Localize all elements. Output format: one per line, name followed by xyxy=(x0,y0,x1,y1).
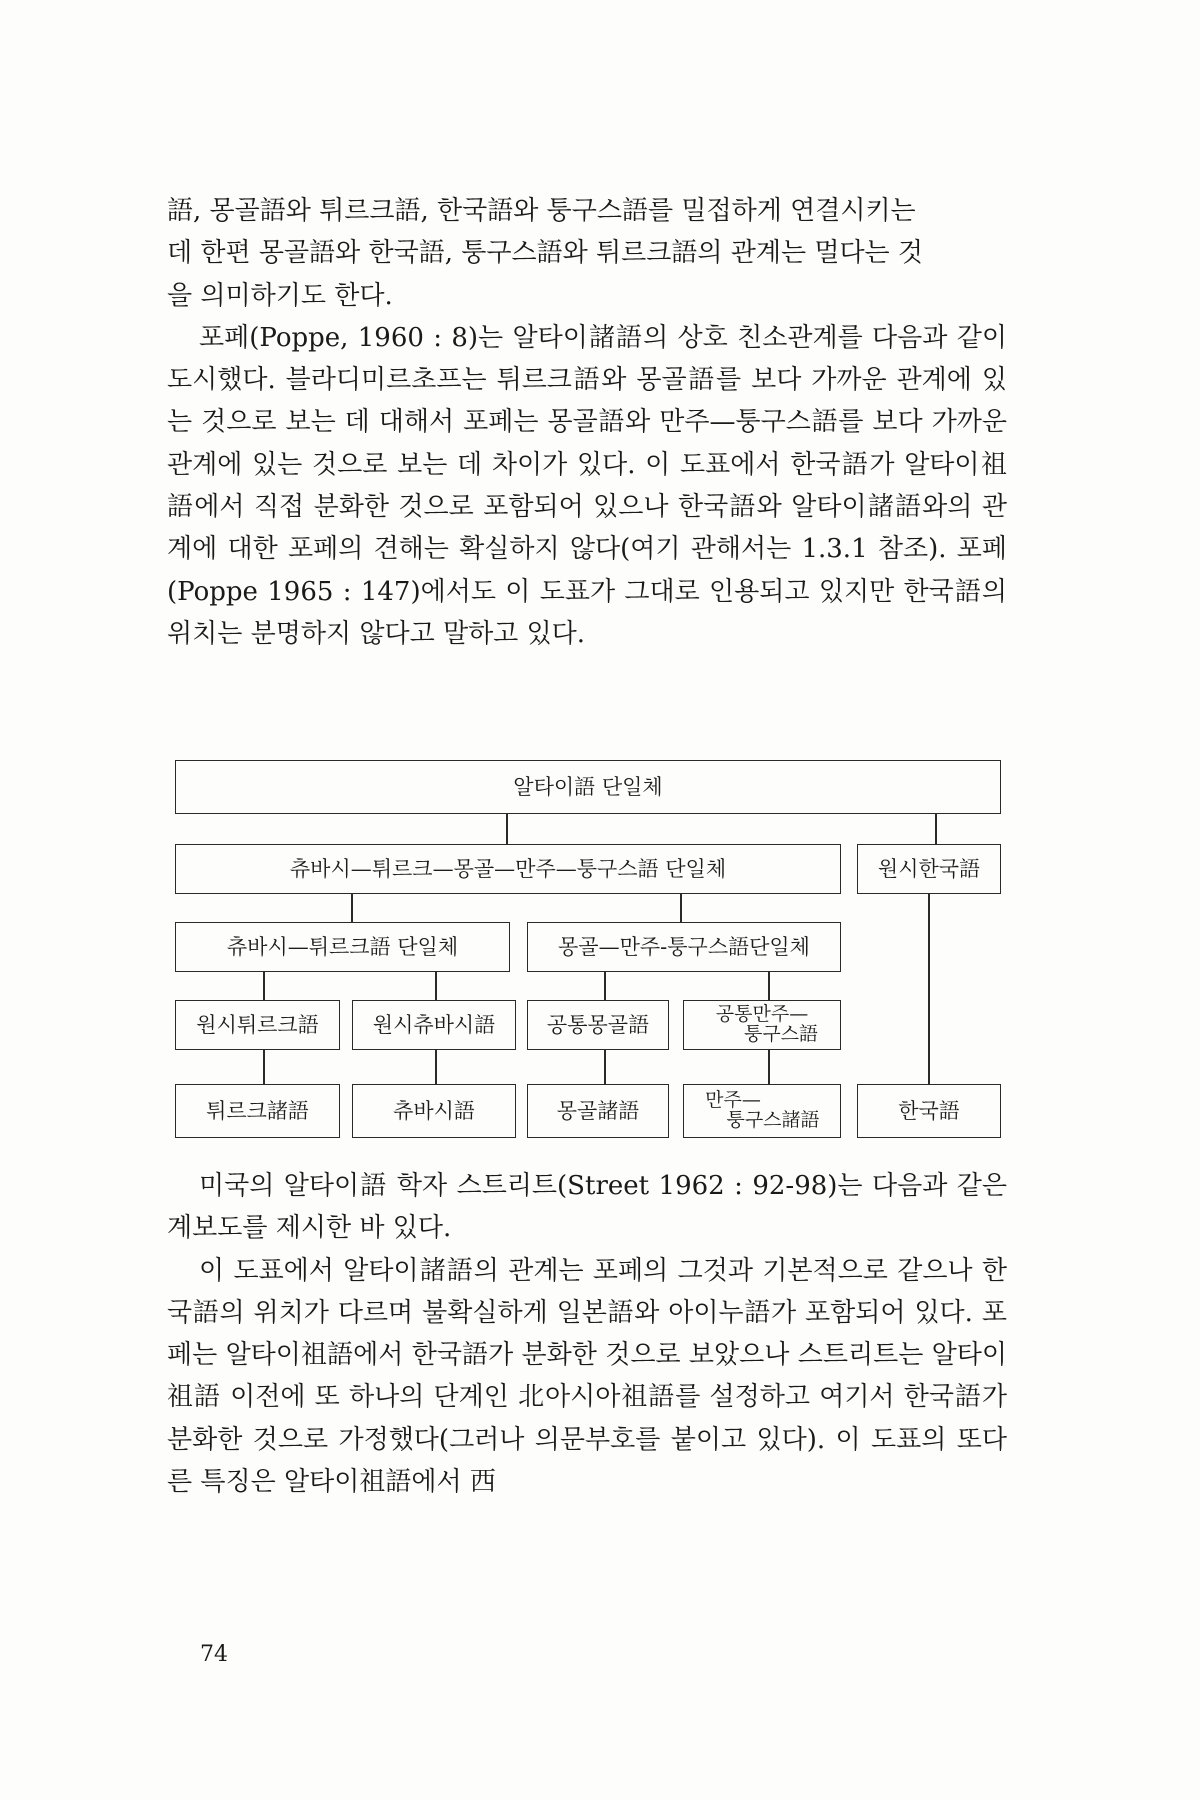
diagram-box-level1-left: 츄바시—튀르크—몽골—만주—퉁구스語 단일체 xyxy=(175,844,841,894)
upper-text-block xyxy=(167,190,1007,655)
box-line: 퉁구스諸語 xyxy=(726,1109,820,1131)
box-line: 만주— xyxy=(705,1089,761,1112)
text-line: 데 한편 몽골語와 한국語, 퉁구스語와 튀르크語의 관계는 멀다는 것 xyxy=(167,238,924,269)
diagram-box-common-mongol: 공통몽골語 xyxy=(527,1000,669,1050)
diagram-box-turkic-languages: 튀르크諸語 xyxy=(175,1084,340,1138)
diagram-line xyxy=(263,1050,265,1084)
diagram-line xyxy=(935,814,937,844)
diagram-line xyxy=(928,894,930,1084)
page-number: 74 xyxy=(200,1642,228,1667)
diagram-line xyxy=(680,894,682,922)
diagram-box-mongolic-languages: 몽골諸語 xyxy=(527,1084,669,1138)
diagram-line xyxy=(768,1050,770,1084)
diagram-box-manchu-tungus-languages xyxy=(683,1084,841,1138)
diagram-box-proto-korean: 원시한국語 xyxy=(857,844,1001,894)
box-line: 퉁구스語 xyxy=(743,1023,819,1045)
paragraph-street: 미국의 알타이語 학자 스트리트(Street 1962 : 92-98)는 다음과 같은 계보도를 제시한 바 있다. xyxy=(167,1171,1007,1244)
box-line: 공통만주— xyxy=(715,1003,809,1026)
diagram-box-proto-chuvash: 원시츄바시語 xyxy=(352,1000,516,1050)
text-line: 을 의미하기도 한다. xyxy=(167,280,393,311)
diagram-line xyxy=(263,972,265,1000)
diagram-line xyxy=(435,1050,437,1084)
lower-text-block xyxy=(167,1165,1007,1503)
paragraph-poppe: 포페(Poppe, 1960 : 8)는 알타이諸語의 상호 친소관계를 다음과 같이 도시했다. 블라디미르초프는 튀르크語와 몽골語를 보다 가까운 관계에 있는 것으로 보는 데 대해서 포페는 몽골語와 만주—퉁구스語를 보다 가까운 관계에 있는 것으로 보는 데 차이가 있다. 이 도표에서 한국語가 알타이祖語에서 직접 분화한 것으로 포함되어 있으나 한국語와 알타이諸語와의 관계에 대한 포페의 견해는 확실하지 않다(여기 관해서는 1.3.1 참조). 포페(Poppe 1965 : 147)에서도 이 도표가 그대로 인용되고 있지만 한국語의 위치는 분명하지 않다고 말하고 있다. xyxy=(167,322,1007,649)
diagram-box-root: 알타이語 단일체 xyxy=(175,760,1001,814)
diagram-box-chuvash: 츄바시語 xyxy=(352,1084,516,1138)
paragraph-comparison: 이 도표에서 알타이諸語의 관계는 포페의 그것과 기본적으로 같으나 한국語의 위치가 다르며 불확실하게 일본語와 아이누語가 포함되어 있다. 포페는 알타이祖語에서 한국語가 분화한 것으로 보았으나 스트리트는 알타이 祖語 이전에 또 하나의 단계인 北아시아祖語를 설정하고 여기서 한국語가 분화한 것으로 가정했다(그러나 의문부호를 붙이고 있다). 이 도표의 또다른 특징은 알타이祖語에서 西 xyxy=(167,1255,1007,1498)
diagram-line xyxy=(506,814,508,844)
diagram-line xyxy=(768,972,770,1000)
diagram-line xyxy=(604,972,606,1000)
diagram-box-common-manchu-tungus xyxy=(683,1000,841,1050)
diagram-box-proto-turkic: 원시튀르크語 xyxy=(175,1000,340,1050)
diagram-line xyxy=(351,894,353,922)
diagram-line xyxy=(435,972,437,1000)
diagram-box-mongol-manchu: 몽골—만주-퉁구스語단일체 xyxy=(527,922,841,972)
diagram-line xyxy=(604,1050,606,1084)
diagram-box-korean: 한국語 xyxy=(857,1084,1001,1138)
text-line: 語, 몽골語와 튀르크語, 한국語와 퉁구스語를 밀접하게 연결시키는 xyxy=(167,196,916,226)
diagram-box-chuvash-turkic: 츄바시—튀르크語 단일체 xyxy=(175,922,510,972)
